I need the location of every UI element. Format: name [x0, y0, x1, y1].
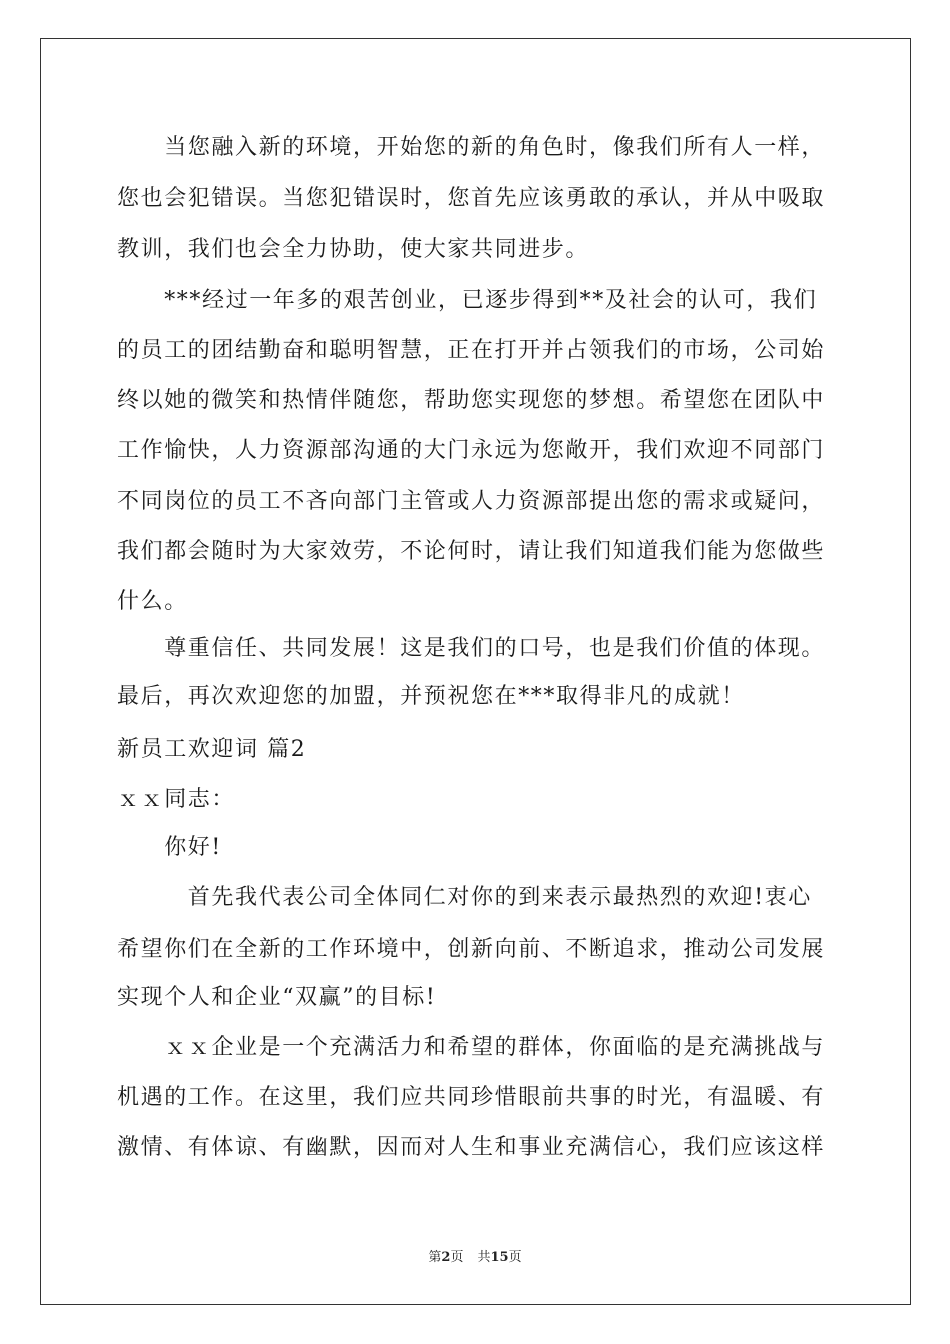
text-line: 尊重信任、共同发展！这是我们的口号，也是我们价值的体现。: [117, 636, 826, 661]
text-line: 最后，再次欢迎您的加盟，并预祝您在***取得非凡的成就！: [117, 684, 745, 709]
text-line: 您也会犯错误。当您犯错误时，您首先应该勇敢的承认，并从中吸取: [117, 186, 826, 211]
text-line: 工作愉快，人力资源部沟通的大门永远为您敞开，我们欢迎不同部门: [117, 438, 826, 463]
text-line: 的员工的团结勤奋和聪明智慧，正在打开并占领我们的市场，公司始: [117, 338, 826, 363]
text-line: 终以她的微笑和热情伴随您，帮助您实现您的梦想。希望您在团队中: [117, 388, 826, 413]
text-line: ｘｘ企业是一个充满活力和希望的群体，你面临的是充满挑战与: [117, 1035, 826, 1060]
page-total: 共15页: [477, 1250, 522, 1265]
text-line: 当您融入新的环境，开始您的新的角色时，像我们所有人一样，: [117, 135, 826, 160]
section-heading: 新员工欢迎词 篇2: [117, 737, 307, 762]
text-line: 希望你们在全新的工作环境中，创新向前、不断追求，推动公司发展: [117, 937, 826, 962]
text-line: 实现个人和企业“双赢”的目标!: [117, 985, 437, 1010]
salutation: ｘｘ同志：: [117, 787, 236, 812]
text-line: 我们都会随时为大家效劳，不论何时，请让我们知道我们能为您做些: [117, 539, 826, 564]
text-line: 不同岗位的员工不吝向部门主管或人力资源部提出您的需求或疑问，: [117, 489, 826, 514]
text-line: 首先我代表公司全体同仁对你的到来表示最热烈的欢迎!衷心: [117, 885, 812, 910]
page-frame: [40, 38, 911, 1305]
text-line: 机遇的工作。在这里，我们应共同珍惜眼前共事的时光，有温暖、有: [117, 1085, 826, 1110]
text-line: 什么。: [117, 589, 188, 614]
greeting: 你好!: [117, 835, 222, 860]
text-line: 激情、有体谅、有幽默，因而对人生和事业充满信心，我们应该这样: [117, 1135, 826, 1160]
text-line: ***经过一年多的艰苦创业，已逐步得到**及社会的认可，我们: [117, 288, 818, 313]
page-number: 第2页: [428, 1250, 464, 1265]
page-footer: [0, 1246, 950, 1265]
text-line: 教训，我们也会全力协助，使大家共同进步。: [117, 237, 590, 262]
